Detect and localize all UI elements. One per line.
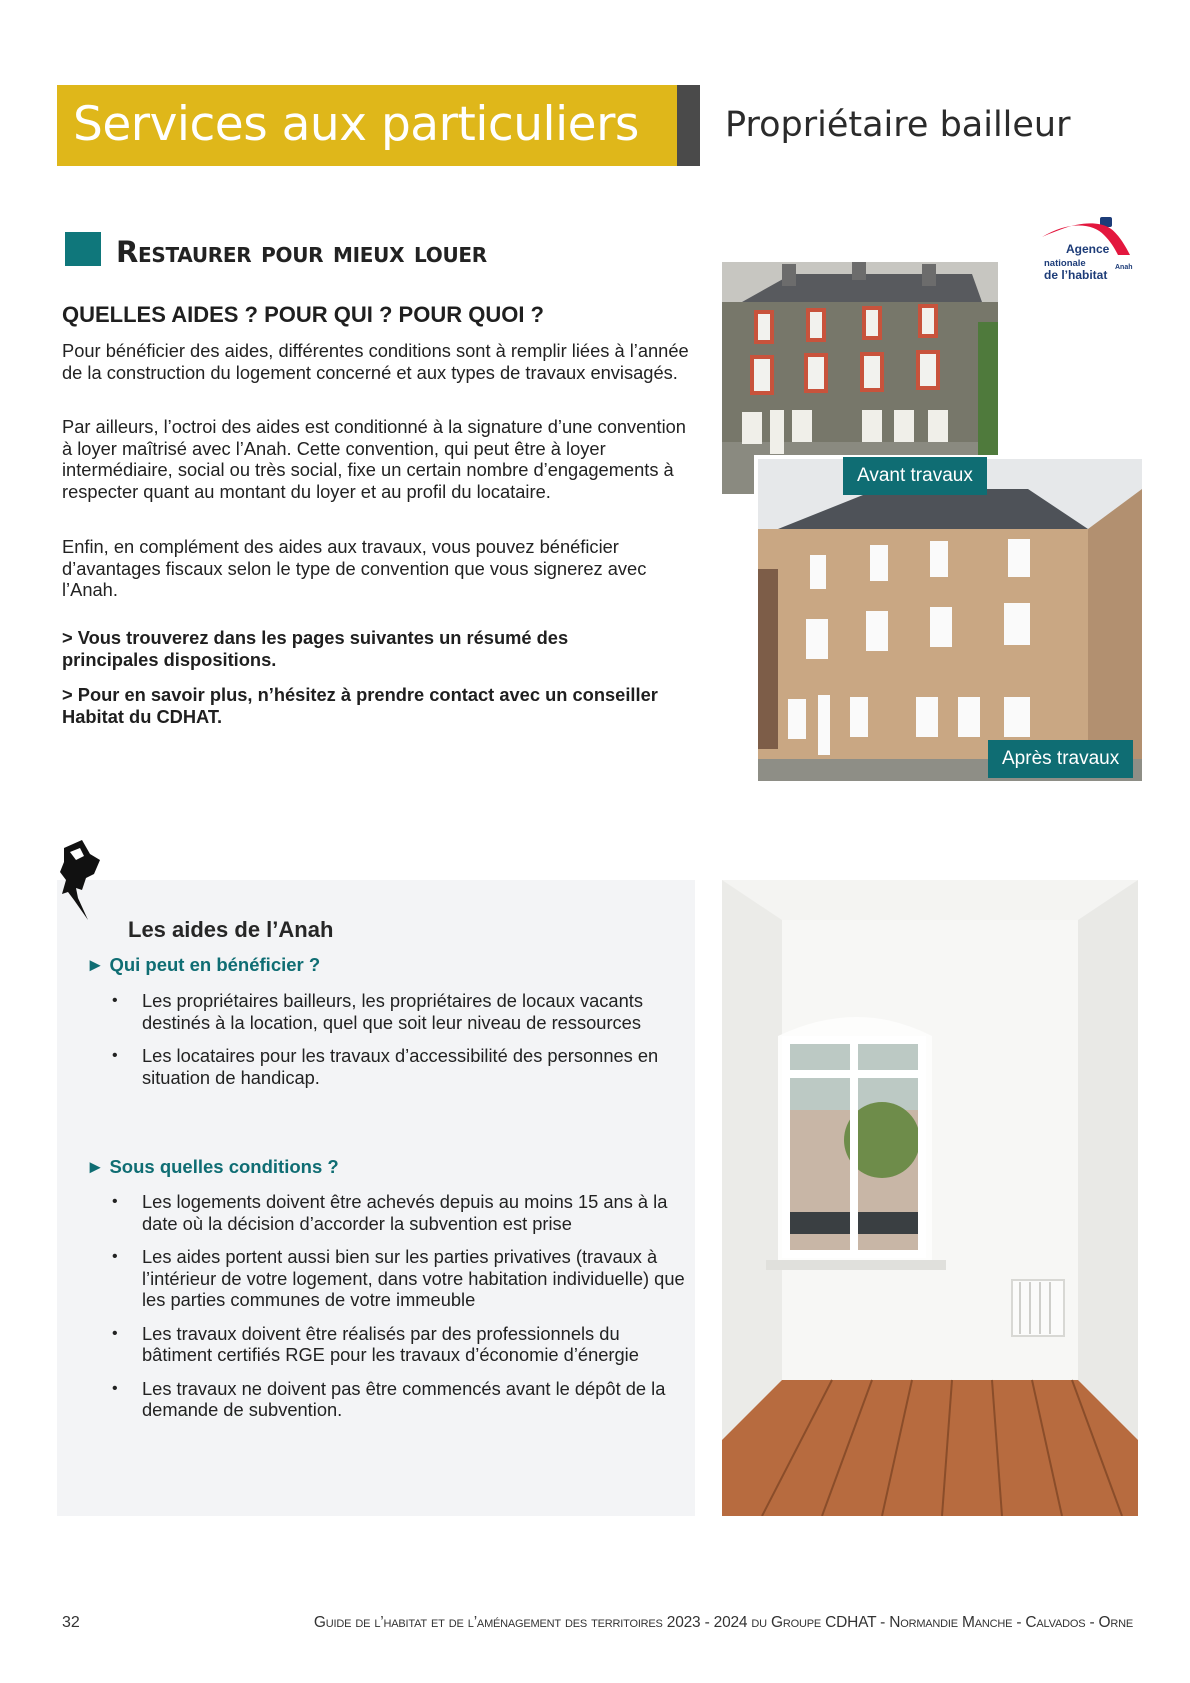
box-title: Les aides de l’Anah (128, 917, 334, 942)
conditions-list (112, 1191, 692, 1433)
photo-renovated-room (722, 880, 1138, 1516)
section-title: Restaurer pour mieux louer (116, 235, 487, 269)
section-marker (65, 232, 101, 266)
list-item: • Les travaux ne doivent pas être commencés avant le dépôt de la demande de subvention. (112, 1377, 666, 1420)
room-image (722, 880, 1138, 1516)
pushpin-icon (56, 840, 106, 920)
after-works-label: Après travaux (988, 740, 1133, 778)
list-item: • Les aides portent aussi bien sur les parties privatives (travaux à l’intérieur de votre logement, dans votre habitation individuelle) que les parties communes de votre immeuble (112, 1246, 685, 1310)
list-item: • Les locataires pour les travaux d’accessibilité des personnes en situation de handicap. (112, 1045, 659, 1088)
list-item: • Les propriétaires bailleurs, les propriétaires de locaux vacants destinés à la location, quel que soit leur niveau de ressources (112, 990, 643, 1033)
page-number: 32 (62, 1614, 80, 1631)
photo-after-works (754, 455, 1142, 781)
section-question: QUELLES AIDES ? POUR QUI ? POUR QUOI ? (62, 302, 544, 327)
list-item: • Les travaux doivent être réalisés par des professionnels du bâtiment certifiés RGE pour les travaux d’économie d’énergie (112, 1322, 639, 1365)
footer-text: Guide de l’habitat et de l’aménagement des territoires 2023 - 2024 du Groupe CDHAT - Normandie Manche - Calvados - Orne (313, 1614, 1133, 1631)
page-title: Services aux particuliers (73, 97, 639, 152)
anah-logo (1038, 213, 1136, 291)
who-heading: ► Qui peut en bénéficier ? (86, 954, 321, 975)
callout-contact: > Pour en savoir plus, n’hésitez à prendre contact avec un conseiller Habitat du CDHAT. (62, 684, 658, 727)
building-after-image (758, 459, 1142, 781)
logo-line-agence: Agence (1066, 242, 1110, 256)
paragraph-conditions: Pour bénéficier des aides, différentes conditions sont à remplir liées à l’année de la construction du logement concerné et aux types de travaux envisagés. (62, 340, 689, 383)
list-item: • Les logements doivent être achevés depuis au moins 15 ans à la date où la décision d’accorder la subvention est prise (112, 1191, 668, 1234)
paragraph-convention: Par ailleurs, l’octroi des aides est conditionné à la signature d’une convention à loyer maîtrisé avec l’Anah. Cette convention, qui peut être à loyer intermédiaire, social ou très social, fixe un certain nombre d’engagements à respecter quant au montant du loyer et au profil du locataire. (62, 416, 686, 502)
paragraph-fiscal: Enfin, en complément des aides aux travaux, vous pouvez bénéficier d’avantages fiscaux selon le type de convention que vous signerez avec l’Anah. (62, 536, 647, 600)
logo-line-nationale: nationale (1044, 258, 1086, 269)
header-divider (677, 85, 700, 166)
who-list (112, 990, 692, 1100)
before-works-label: Avant travaux (843, 457, 987, 495)
callout-summary: > Vous trouverez dans les pages suivantes un résumé des principales dispositions. (62, 627, 569, 670)
logo-line-habitat: de l’habitat (1044, 268, 1108, 282)
conditions-heading: ► Sous quelles conditions ? (86, 1156, 339, 1177)
page-subtitle: Propriétaire bailleur (725, 105, 1071, 145)
logo-mark: Anah (1115, 264, 1133, 271)
